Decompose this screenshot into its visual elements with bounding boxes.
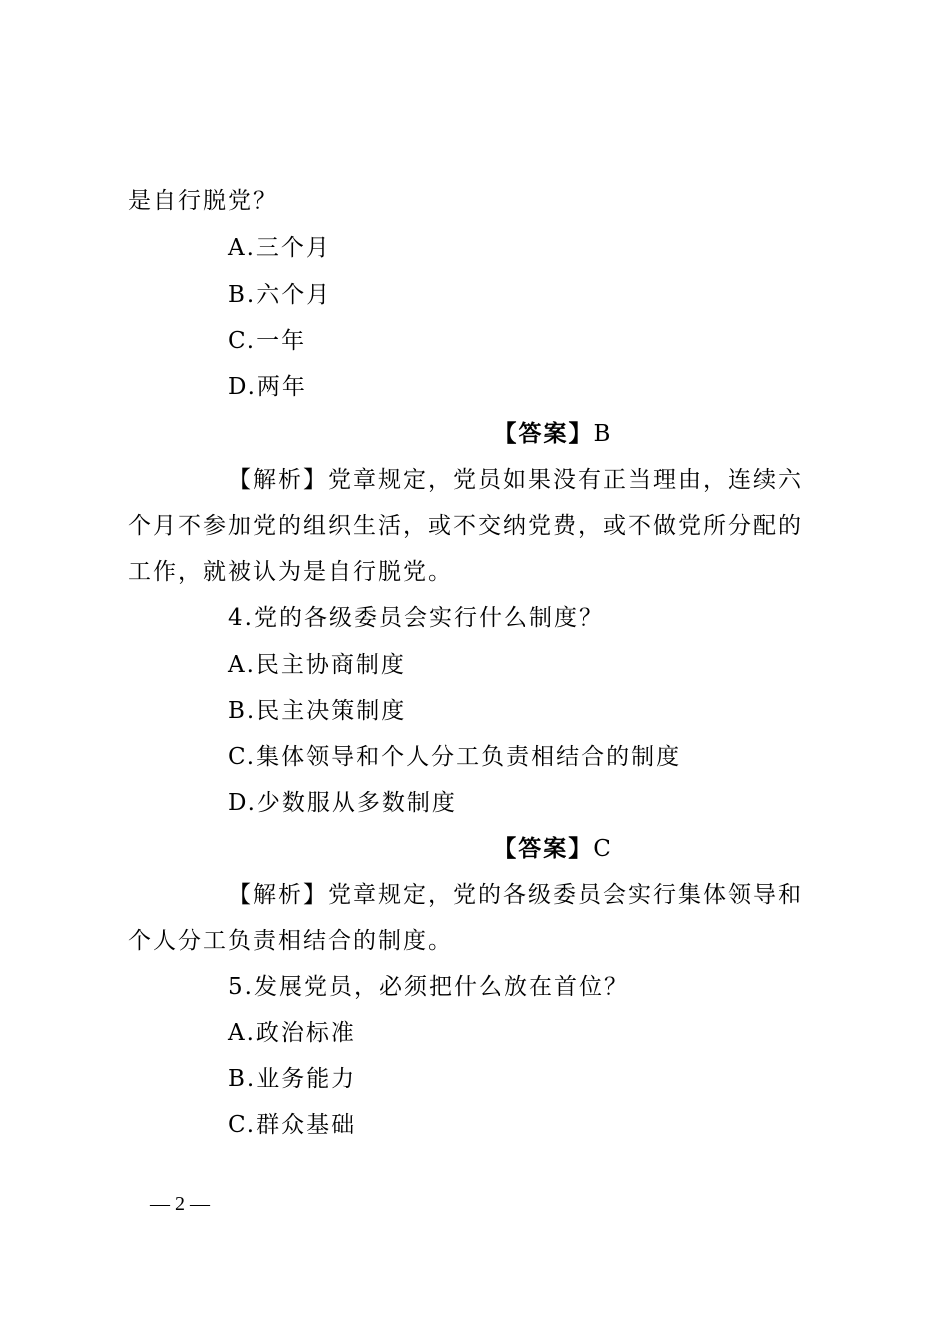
question-3-option-d: D.两年 (228, 374, 307, 400)
question-3-option-a: A.三个月 (228, 235, 331, 261)
answer-4 (128, 834, 950, 864)
analysis-3-line-3: 工作，就被认为是自行脱党。 (128, 559, 453, 585)
analysis-4-line-2: 个人分工负责相结合的制度。 (128, 928, 453, 954)
analysis-3-line-1: 【解析】党章规定，党员如果没有正当理由，连续六 (228, 467, 803, 493)
question-4-option-b: B.民主决策制度 (228, 698, 407, 724)
answer-3 (128, 419, 950, 449)
question-5-option-c: C.群众基础 (228, 1112, 357, 1138)
page-number: — 2 — (150, 1193, 210, 1215)
question-4-option-d: D.少数服从多数制度 (228, 790, 457, 816)
question-5-option-b: B.业务能力 (228, 1066, 357, 1092)
question-3-tail: 是自行脱党？ (128, 188, 278, 214)
answer-3-value: B (593, 421, 613, 447)
analysis-4-line-1: 【解析】党章规定，党的各级委员会实行集体领导和 (228, 882, 803, 908)
question-3-option-c: C.一年 (228, 328, 307, 354)
answer-4-label: 【答案】 (493, 835, 594, 862)
question-5-option-a: A.政治标准 (228, 1020, 356, 1046)
answer-4-value: C (593, 836, 613, 862)
question-4-option-a: A.民主协商制度 (228, 652, 406, 678)
question-4-option-c: C.集体领导和个人分工负责相结合的制度 (228, 744, 682, 770)
answer-3-label: 【答案】 (493, 420, 594, 447)
analysis-3-line-2: 个月不参加党的组织生活，或不交纳党费，或不做党所分配的 (128, 513, 803, 539)
question-3-option-b: B.六个月 (228, 282, 332, 308)
question-5: 5.发展党员，必须把什么放在首位？ (228, 974, 629, 1000)
question-4: 4.党的各级委员会实行什么制度？ (228, 605, 604, 631)
